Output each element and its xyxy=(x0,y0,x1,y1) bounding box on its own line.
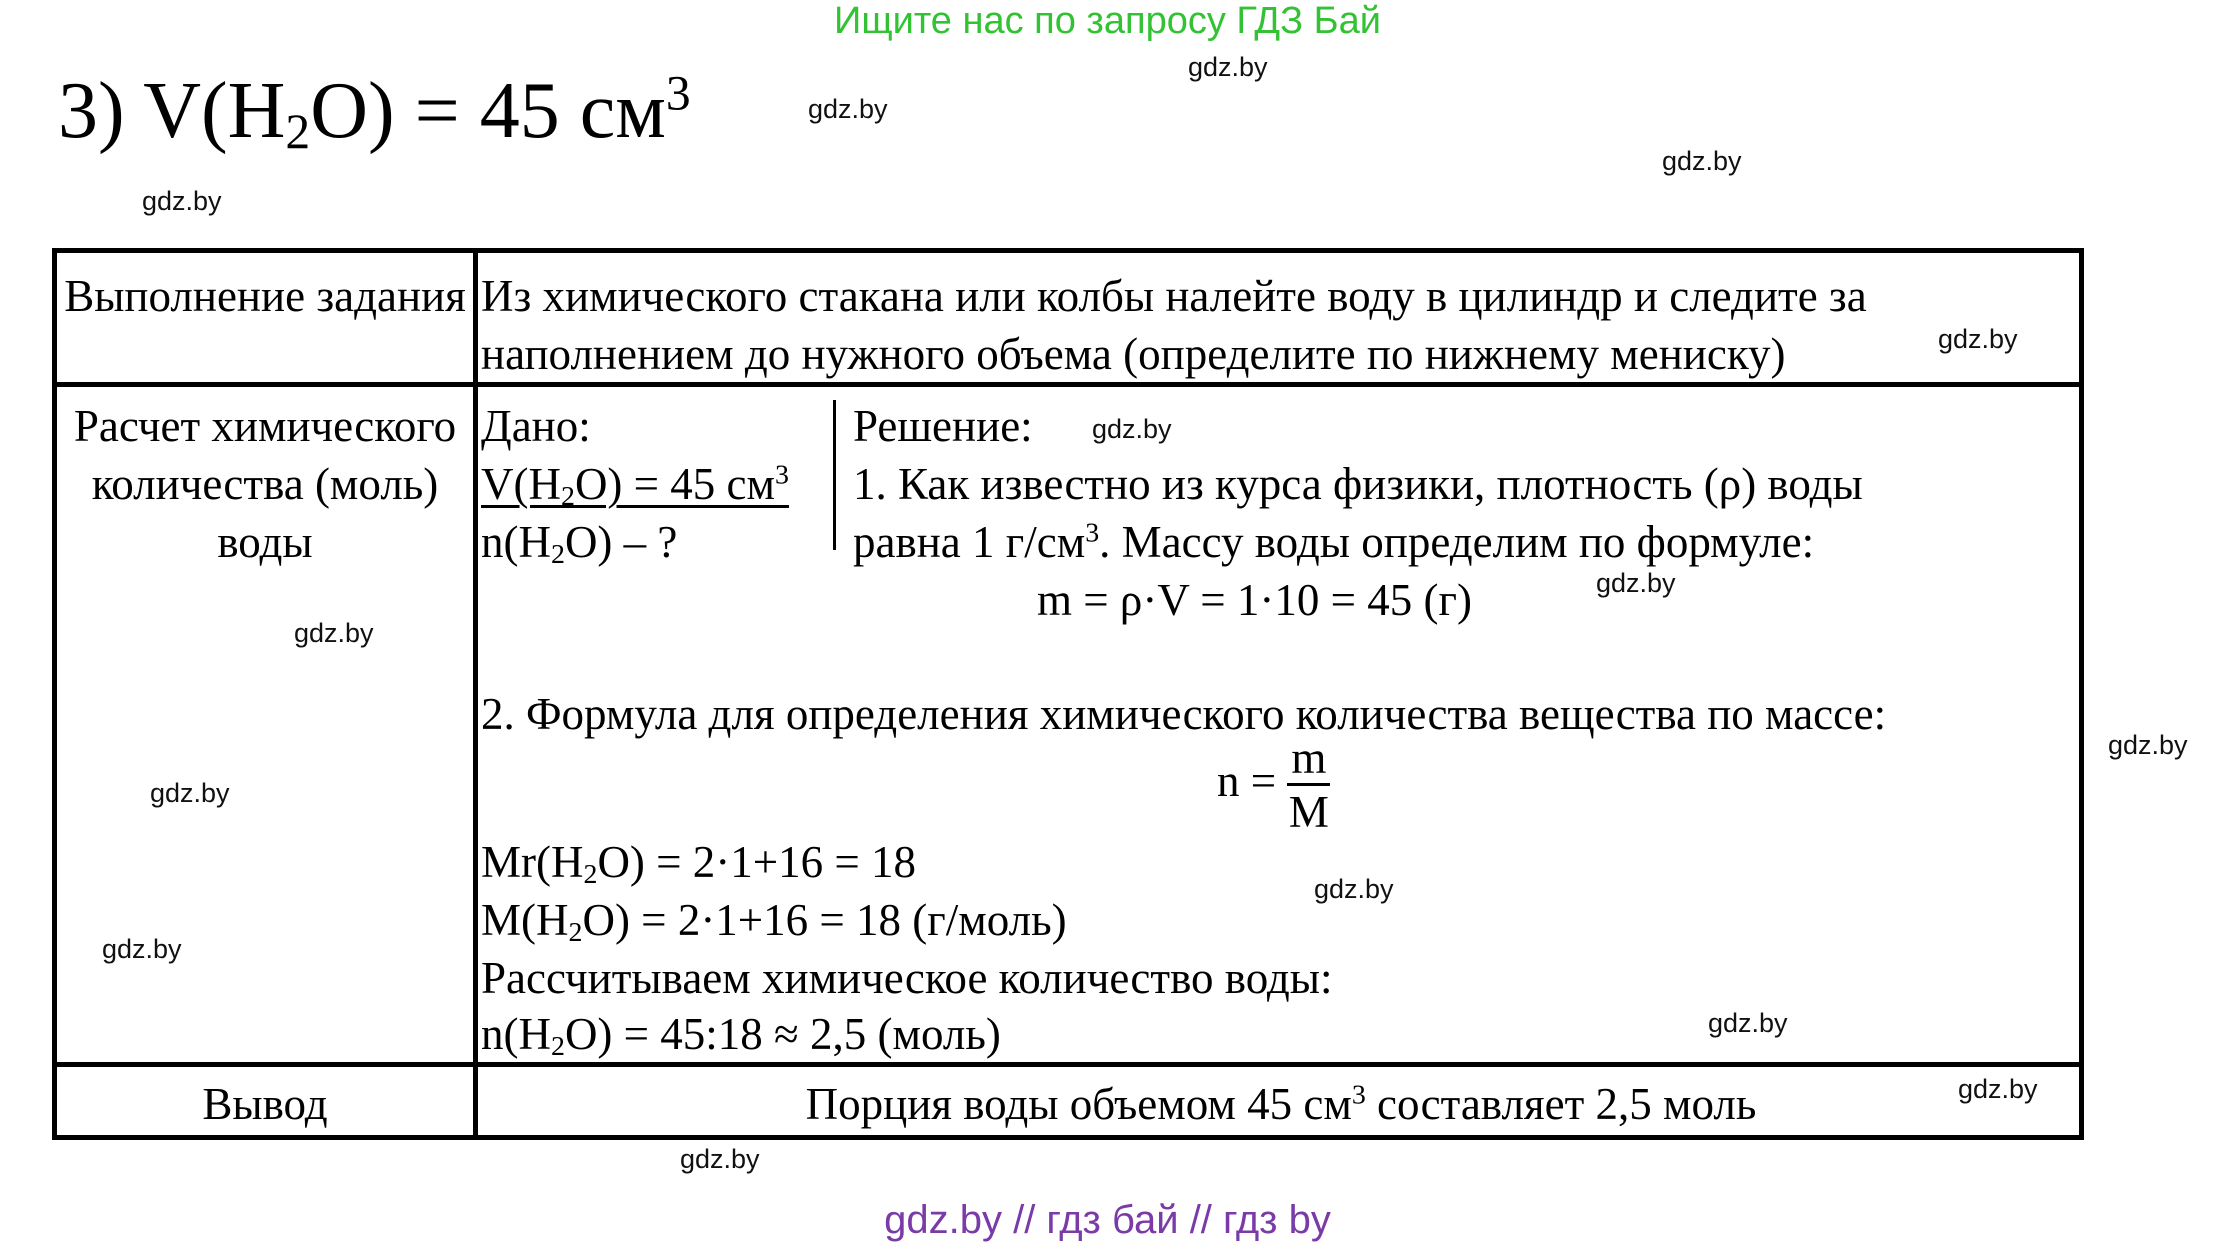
watermark: gdz.by xyxy=(2108,730,2188,760)
step2-text: 2. Формула для определения химического количества вещества по массе: xyxy=(481,689,1887,739)
conclusion-text: Порция воды объемом 45 $см^3$ составляет 2,5 моль xyxy=(805,1079,1757,1129)
watermark: gdz.by xyxy=(1662,146,1742,176)
watermark: gdz.by xyxy=(1938,324,2018,354)
watermark: gdz.by xyxy=(1092,414,1172,444)
given-title: Дано: xyxy=(481,401,591,451)
watermark: gdz.by xyxy=(1958,1074,2038,1104)
watermark: gdz.by xyxy=(150,778,230,808)
solution-title: Решение: xyxy=(853,401,1033,451)
watermark: gdz.by xyxy=(142,186,222,216)
watermark: gdz.by xyxy=(1596,568,1676,598)
given-volume: $V(H_2O) = 45$ $см^3$ xyxy=(481,459,789,513)
watermark: gdz.by xyxy=(1188,52,1268,82)
footer-links: gdz.by // гдз бай // гдз by xyxy=(884,1198,1331,1242)
watermark: gdz.by xyxy=(1708,1008,1788,1038)
watermark: gdz.by xyxy=(808,94,888,124)
search-banner: Ищите нас по запросу ГДЗ Бай xyxy=(834,0,1381,42)
given-unknown: $n(H_2O)$ – ? xyxy=(481,517,678,571)
watermark: gdz.by xyxy=(1314,874,1394,904)
amount-formula: n = $\frac{m}{M}$ xyxy=(1217,733,1329,837)
row-label-conclusion: Вывод xyxy=(202,1079,328,1129)
molar-mass: $M(H_2O) = 2\cdot 1+16 = 18$ (г/моль) xyxy=(481,895,1067,949)
watermark: gdz.by xyxy=(102,934,182,964)
fraction: $\frac{m}{M}$ xyxy=(1288,733,1329,837)
row-label-execution: Выполнение задания xyxy=(64,271,466,321)
row-divider xyxy=(57,1062,2079,1067)
given-divider xyxy=(833,400,836,550)
step1-line-1: 1. Как известно из курса физики, плотность (ρ) воды xyxy=(853,459,1863,509)
row-label-calculation: Расчет химического количества (моль) воды xyxy=(73,401,457,567)
task-table xyxy=(52,248,2084,1140)
step1-line-2: равна 1 $г/см^3$. Массу воды определим по формуле: xyxy=(853,517,1815,567)
watermark: gdz.by xyxy=(294,618,374,648)
task-heading: 3) $V(H_2O) = 45$ $см^3$ xyxy=(58,65,691,159)
calc-title: Рассчитываем химическое количество воды: xyxy=(481,953,1333,1003)
instruction-line-1: Из химического стакана или колбы налейте воду в цилиндр и следите за xyxy=(481,271,1867,321)
relative-mass: $Mr(H_2O) = 2\cdot 1+16 = 18$ xyxy=(481,837,917,891)
watermark: gdz.by xyxy=(680,1144,760,1174)
mass-formula: m = ρ·V = 1·10 = 45 (г) xyxy=(1037,575,1472,625)
instruction-line-2: наполнением до нужного объема (определите по нижнему мениску) xyxy=(481,329,1786,379)
amount-result: $n(H_2O)$ = 45:18 ≈ 2,5 (моль) xyxy=(481,1009,1001,1063)
